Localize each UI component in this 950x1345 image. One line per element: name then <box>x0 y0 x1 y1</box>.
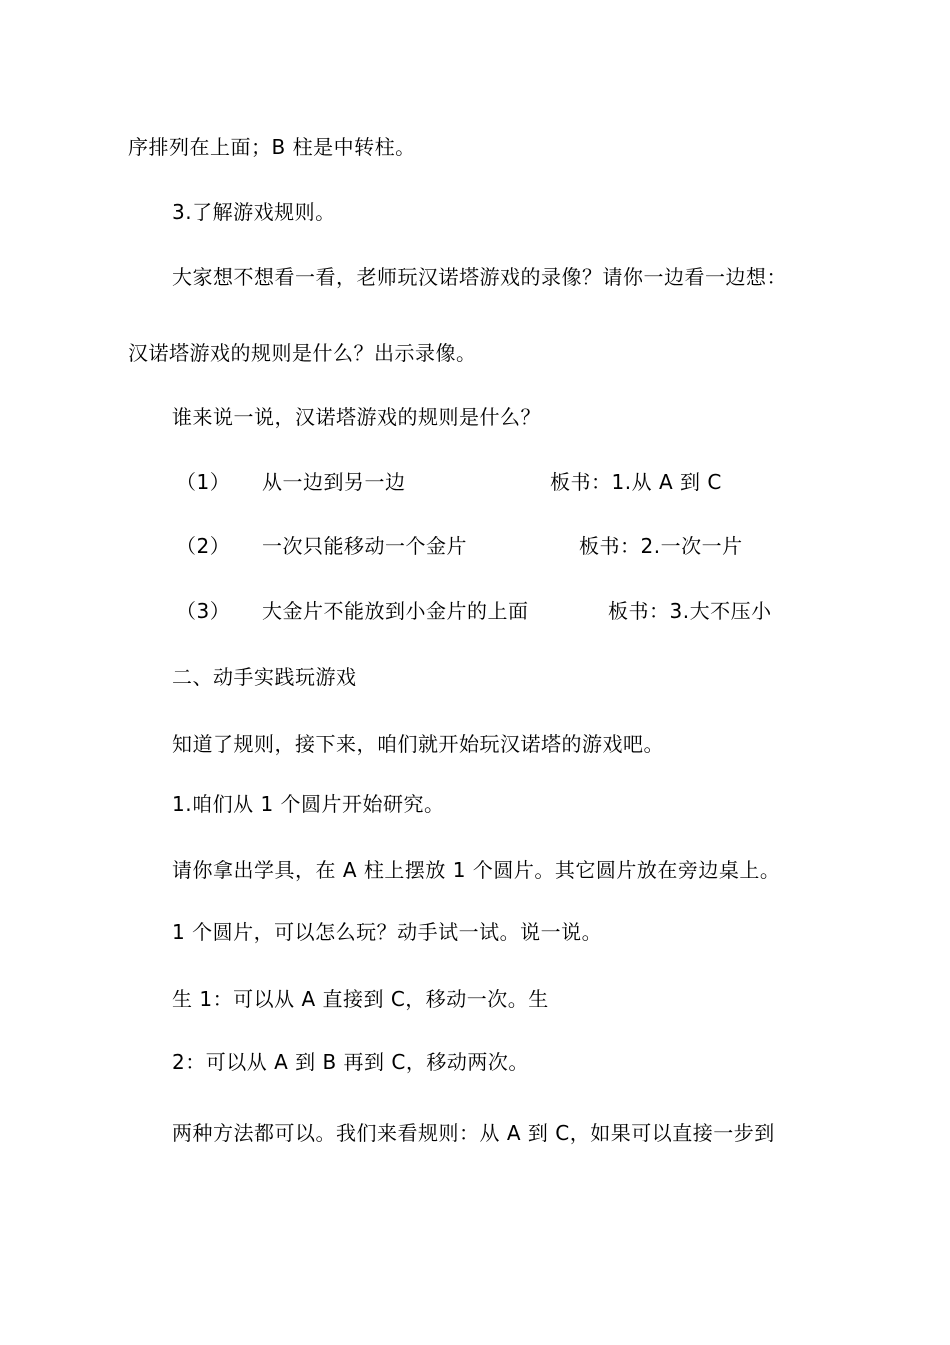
paragraph-continuation: 序排列在上面；B 柱是中转柱。 <box>128 135 416 159</box>
rule-board-note: 板书：1.从 A 到 C <box>550 470 722 494</box>
rule-text: 大金片不能放到小金片的上面 <box>262 599 529 623</box>
paragraph-prompt: 谁来说一说，汉诺塔游戏的规则是什么？ <box>172 405 541 429</box>
paragraph: 1 个圆片，可以怎么玩？动手试一试。说一说。 <box>172 920 603 944</box>
rule-board-note: 板书：3.大不压小 <box>608 599 772 623</box>
rule-board-note: 板书：2.一次一片 <box>579 534 743 558</box>
section-heading-practice: 二、动手实践玩游戏 <box>172 665 357 689</box>
paragraph: 1.咱们从 1 个圆片开始研究。 <box>172 792 445 816</box>
paragraph: 知道了规则，接下来，咱们就开始玩汉诺塔的游戏吧。 <box>172 732 664 756</box>
rule-text: 一次只能移动一个金片 <box>262 534 467 558</box>
paragraph: 两种方法都可以。我们来看规则：从 A 到 C，如果可以直接一步到 <box>172 1121 775 1145</box>
rule-number: （1） <box>176 470 231 494</box>
rule-number: （2） <box>176 534 231 558</box>
paragraph: 生 1：可以从 A 直接到 C，移动一次。生 <box>172 987 549 1011</box>
paragraph-question-line2: 汉诺塔游戏的规则是什么？出示录像。 <box>128 341 477 365</box>
paragraph: 请你拿出学具，在 A 柱上摆放 1 个圆片。其它圆片放在旁边桌上。 <box>172 858 781 882</box>
section-heading-rules: 3.了解游戏规则。 <box>172 200 336 224</box>
paragraph: 2：可以从 A 到 B 再到 C，移动两次。 <box>172 1050 529 1074</box>
rule-text: 从一边到另一边 <box>262 470 406 494</box>
paragraph-question-line1: 大家想不想看一看，老师玩汉诺塔游戏的录像？请你一边看一边想： <box>172 265 787 289</box>
rule-number: （3） <box>176 599 231 623</box>
